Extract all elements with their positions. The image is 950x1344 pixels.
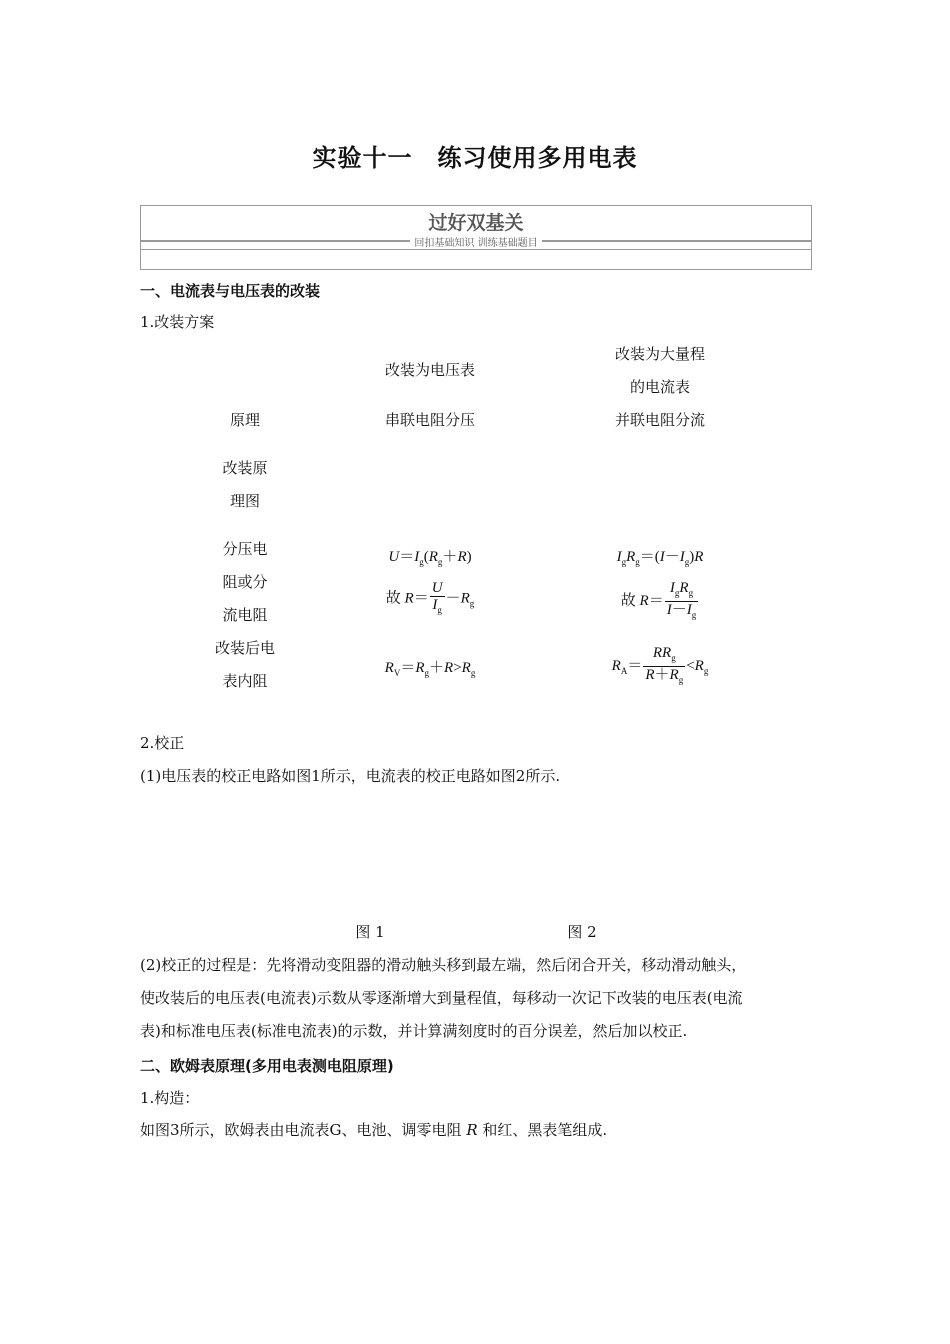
paragraph-calibration-2-line1: (2)校正的过程是：先将滑动变阻器的滑动触头移到最左端，然后闭合开关，移动滑动触头， (140, 956, 747, 974)
figure-2-caption: 图 2 (567, 923, 597, 941)
paragraph-calibration-2-line2: 使改装后的电压表(电流表)示数从零逐渐增大到量程值，每移动一次记下改装的电压表(电流 (140, 989, 743, 1007)
col-header-ammeter-2: 的电流表 (629, 378, 690, 396)
paragraph-calibration-2-line3: 表)和标准电压表(标准电流表)的示数，并计算满刻度时的百分误差，然后加以校正. (140, 1022, 688, 1040)
formula-voltmeter-internal: $R_V=R_g+R>R_g$ (384, 660, 476, 678)
formula-ammeter-r: 故 R＝ $\frac{I_gR_g}{I-I_g}$ (620, 580, 697, 620)
row-label-resistor-1: 分压电 (222, 540, 268, 558)
section-banner (140, 205, 812, 270)
banner-subtitle: 回扣基础知识 训练基础题目 (410, 238, 541, 249)
subheading-structure: 1.构造： (140, 1089, 200, 1107)
ammeter-principle: 并联电阻分流 (614, 411, 705, 429)
col-header-voltmeter: 改装为电压表 (384, 361, 475, 379)
row-label-diagram-1: 改装原 (222, 459, 268, 477)
formula-ammeter-eq: $I_gR_g=(I-I_g)R$ (616, 549, 704, 567)
formula-voltmeter-eq: $U=I_g(R_g+R)$ (388, 549, 472, 567)
section-heading-2: 二、欧姆表原理(多用电表测电阻原理) (140, 1057, 394, 1075)
row-label-internal-2: 表内阻 (222, 672, 268, 690)
paragraph-structure: 如图3所示，欧姆表由电流表G、电池、调零电阻 R 和红、黑表笔组成. (140, 1121, 608, 1139)
formula-voltmeter-r: 故 R＝ $\frac{U}{I_g}$ $-R_g$ (385, 580, 475, 615)
col-header-ammeter-1: 改装为大量程 (614, 345, 705, 363)
page-title: 实验十一 练习使用多用电表 (312, 144, 638, 172)
voltmeter-principle: 串联电阻分压 (384, 411, 475, 429)
banner-title: 过好双基关 (428, 212, 524, 234)
subheading-calibration: 2.校正 (140, 734, 185, 752)
figure-1-caption: 图 1 (355, 923, 385, 941)
row-label-principle: 原理 (229, 411, 260, 429)
row-label-resistor-2: 阻或分 (222, 573, 268, 591)
formula-ammeter-internal: $R_A=$ $\frac{RR_g}{R+R_g}$ $<R_g$ (611, 645, 709, 685)
row-label-diagram-2: 理图 (229, 492, 260, 510)
row-label-internal-1: 改装后电 (214, 639, 275, 657)
banner-bottom-line (141, 249, 811, 250)
row-label-resistor-3: 流电阻 (222, 606, 268, 624)
paragraph-calibration-1: (1)电压表的校正电路如图1所示，电流表的校正电路如图2所示. (140, 767, 561, 785)
section-heading-1: 一、电流表与电压表的改装 (140, 282, 321, 300)
subheading-scheme: 1.改装方案 (140, 313, 215, 331)
